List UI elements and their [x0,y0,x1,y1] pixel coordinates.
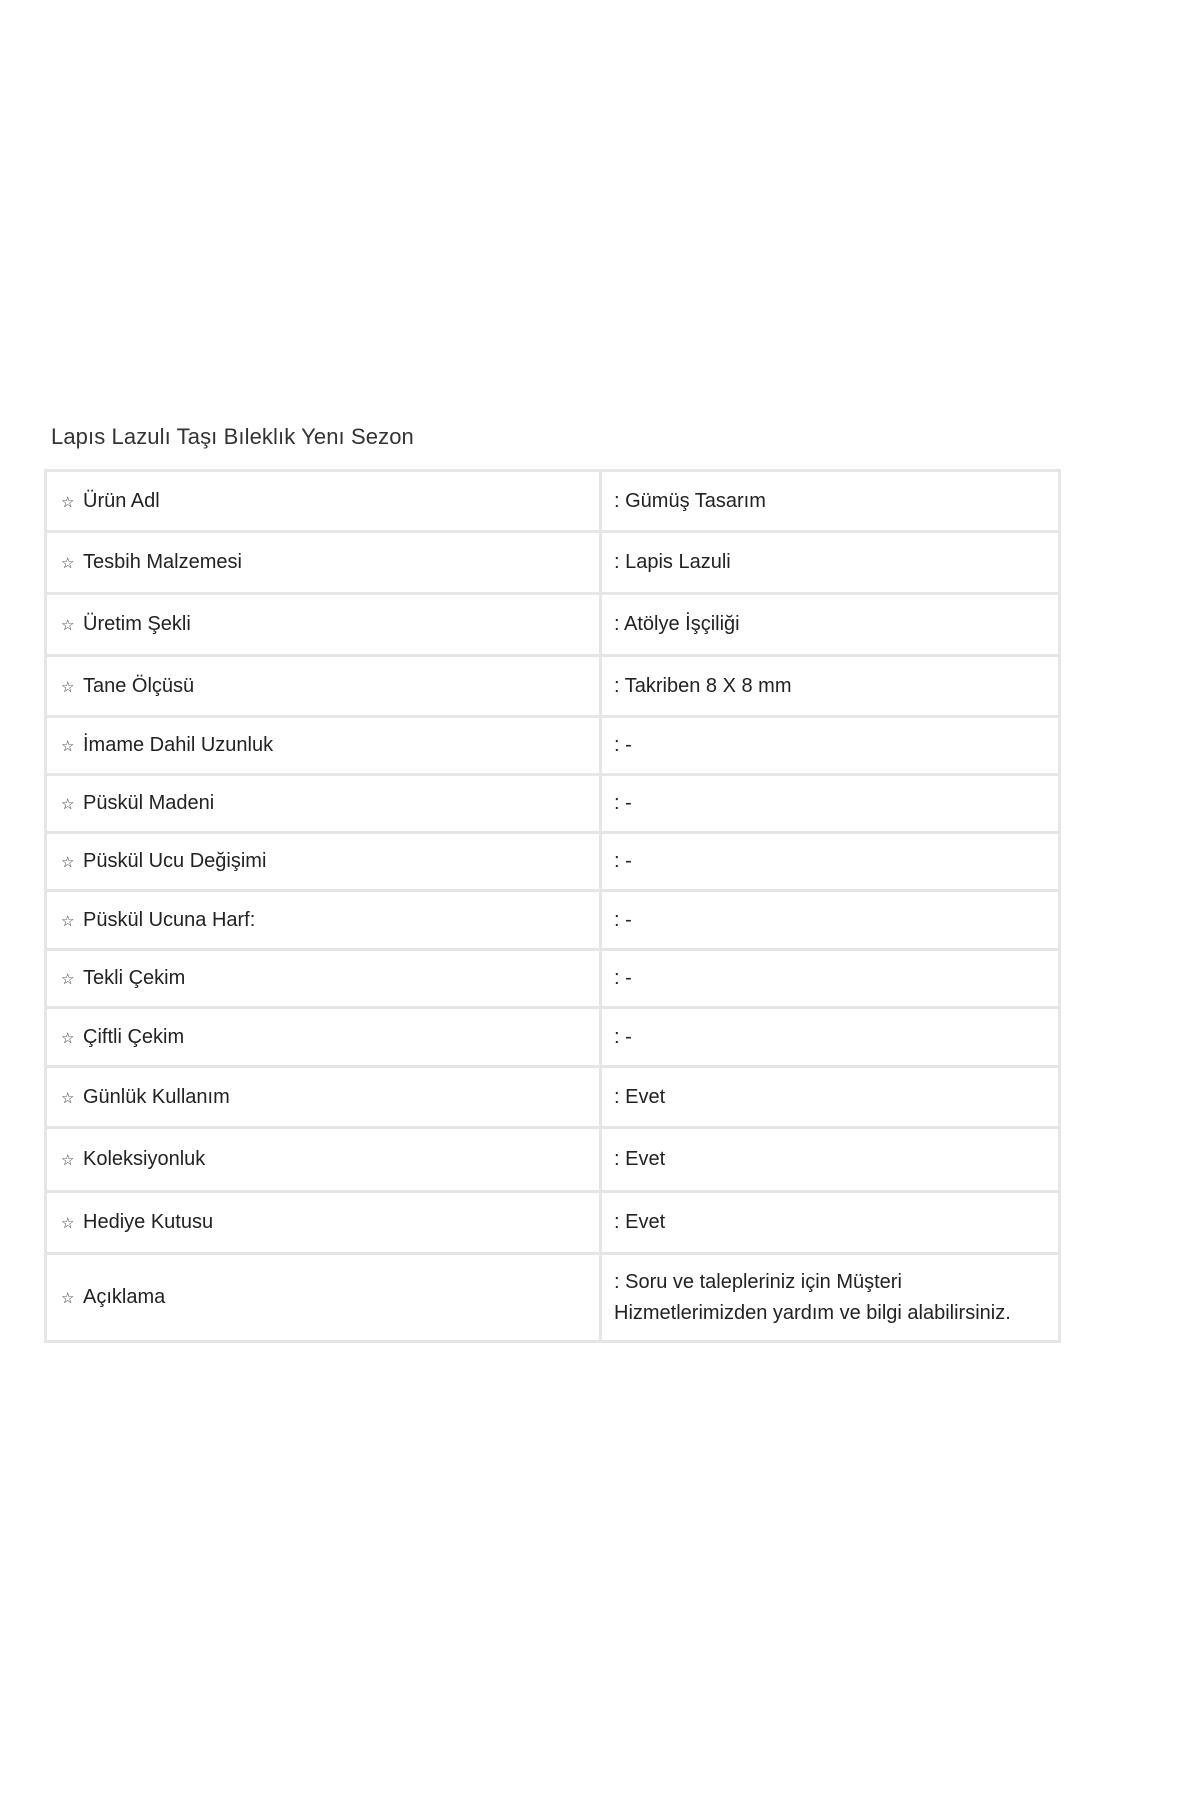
star-outline-icon: ☆ [61,912,75,930]
spec-label: Günlük Kullanım [83,1085,230,1108]
table-row [46,1192,1060,1254]
spec-label-cell [46,1008,601,1067]
star-outline-icon: ☆ [61,1089,75,1107]
spec-label-cell [46,1067,601,1128]
spec-value: : - [601,775,1060,833]
spec-value: : - [601,1008,1060,1067]
table-row [46,1254,1060,1342]
spec-label-cell [46,717,601,775]
spec-label: İmame Dahil Uzunluk [83,734,274,756]
spec-value: : Takriben 8 X 8 mm [601,656,1060,717]
spec-label: Tesbih Malzemesi [83,551,242,573]
spec-label-cell [46,1128,601,1192]
spec-value: : - [601,833,1060,891]
star-outline-icon: ☆ [61,1029,75,1047]
spec-value: : Evet [601,1067,1060,1128]
spec-label-cell [46,891,601,950]
spec-label: Çiftli Çekim [83,1025,185,1048]
table-row [46,775,1060,833]
spec-table [44,469,1061,1343]
table-row [46,1067,1060,1128]
spec-label: Püskül Ucu Değişimi [83,850,267,872]
spec-label-cell [46,833,601,891]
spec-value: : Evet [601,1128,1060,1192]
table-row [46,1008,1060,1067]
spec-value: : - [601,717,1060,775]
spec-label-cell [46,1192,601,1254]
spec-value: : Atölye İşçiliği [601,594,1060,656]
star-outline-icon: ☆ [61,1290,75,1307]
star-outline-icon: ☆ [61,1152,75,1169]
table-row [46,833,1060,891]
spec-label: Tane Ölçüsü [83,674,195,697]
spec-value: : Soru ve talepleriniz için Müşteri Hizmetlerimizden yardım ve bilgi alabilirsiniz. [601,1254,1060,1342]
table-row [46,1128,1060,1192]
table-row [46,656,1060,717]
spec-label: Koleksiyonluk [83,1148,206,1170]
spec-label: Tekli Çekim [83,967,186,989]
spec-label: Püskül Madeni [83,792,215,814]
star-outline-icon: ☆ [61,854,75,871]
spec-label-cell [46,594,601,656]
spec-label-cell [46,1254,601,1342]
product-title: Lapıs Lazulı Taşı Bıleklık Yenı Sezon [51,424,414,449]
star-outline-icon: ☆ [61,738,75,755]
spec-label-cell [46,775,601,833]
star-outline-icon: ☆ [61,796,75,813]
spec-label: Hediye Kutusu [83,1211,214,1233]
table-row [46,532,1060,594]
spec-label-cell [46,656,601,717]
star-outline-icon: ☆ [61,617,75,634]
spec-label: Üretim Şekli [83,613,191,635]
table-row [46,950,1060,1008]
spec-label-cell [46,532,601,594]
spec-label: Ürün Adl [83,489,160,512]
spec-label-cell [46,471,601,532]
spec-label: Püskül Ucuna Harf: [83,908,256,931]
table-row [46,717,1060,775]
spec-value: : - [601,950,1060,1008]
star-outline-icon: ☆ [61,493,75,511]
spec-value: : - [601,891,1060,950]
spec-value: : Evet [601,1192,1060,1254]
star-outline-icon: ☆ [61,971,75,988]
star-outline-icon: ☆ [61,1215,75,1232]
table-row [46,471,1060,532]
star-outline-icon: ☆ [61,678,75,696]
table-row [46,594,1060,656]
spec-label-cell [46,950,601,1008]
spec-value: : Gümüş Tasarım [601,471,1060,532]
star-outline-icon: ☆ [61,555,75,572]
spec-label: Açıklama [83,1286,166,1308]
spec-value: : Lapis Lazuli [601,532,1060,594]
table-row [46,891,1060,950]
